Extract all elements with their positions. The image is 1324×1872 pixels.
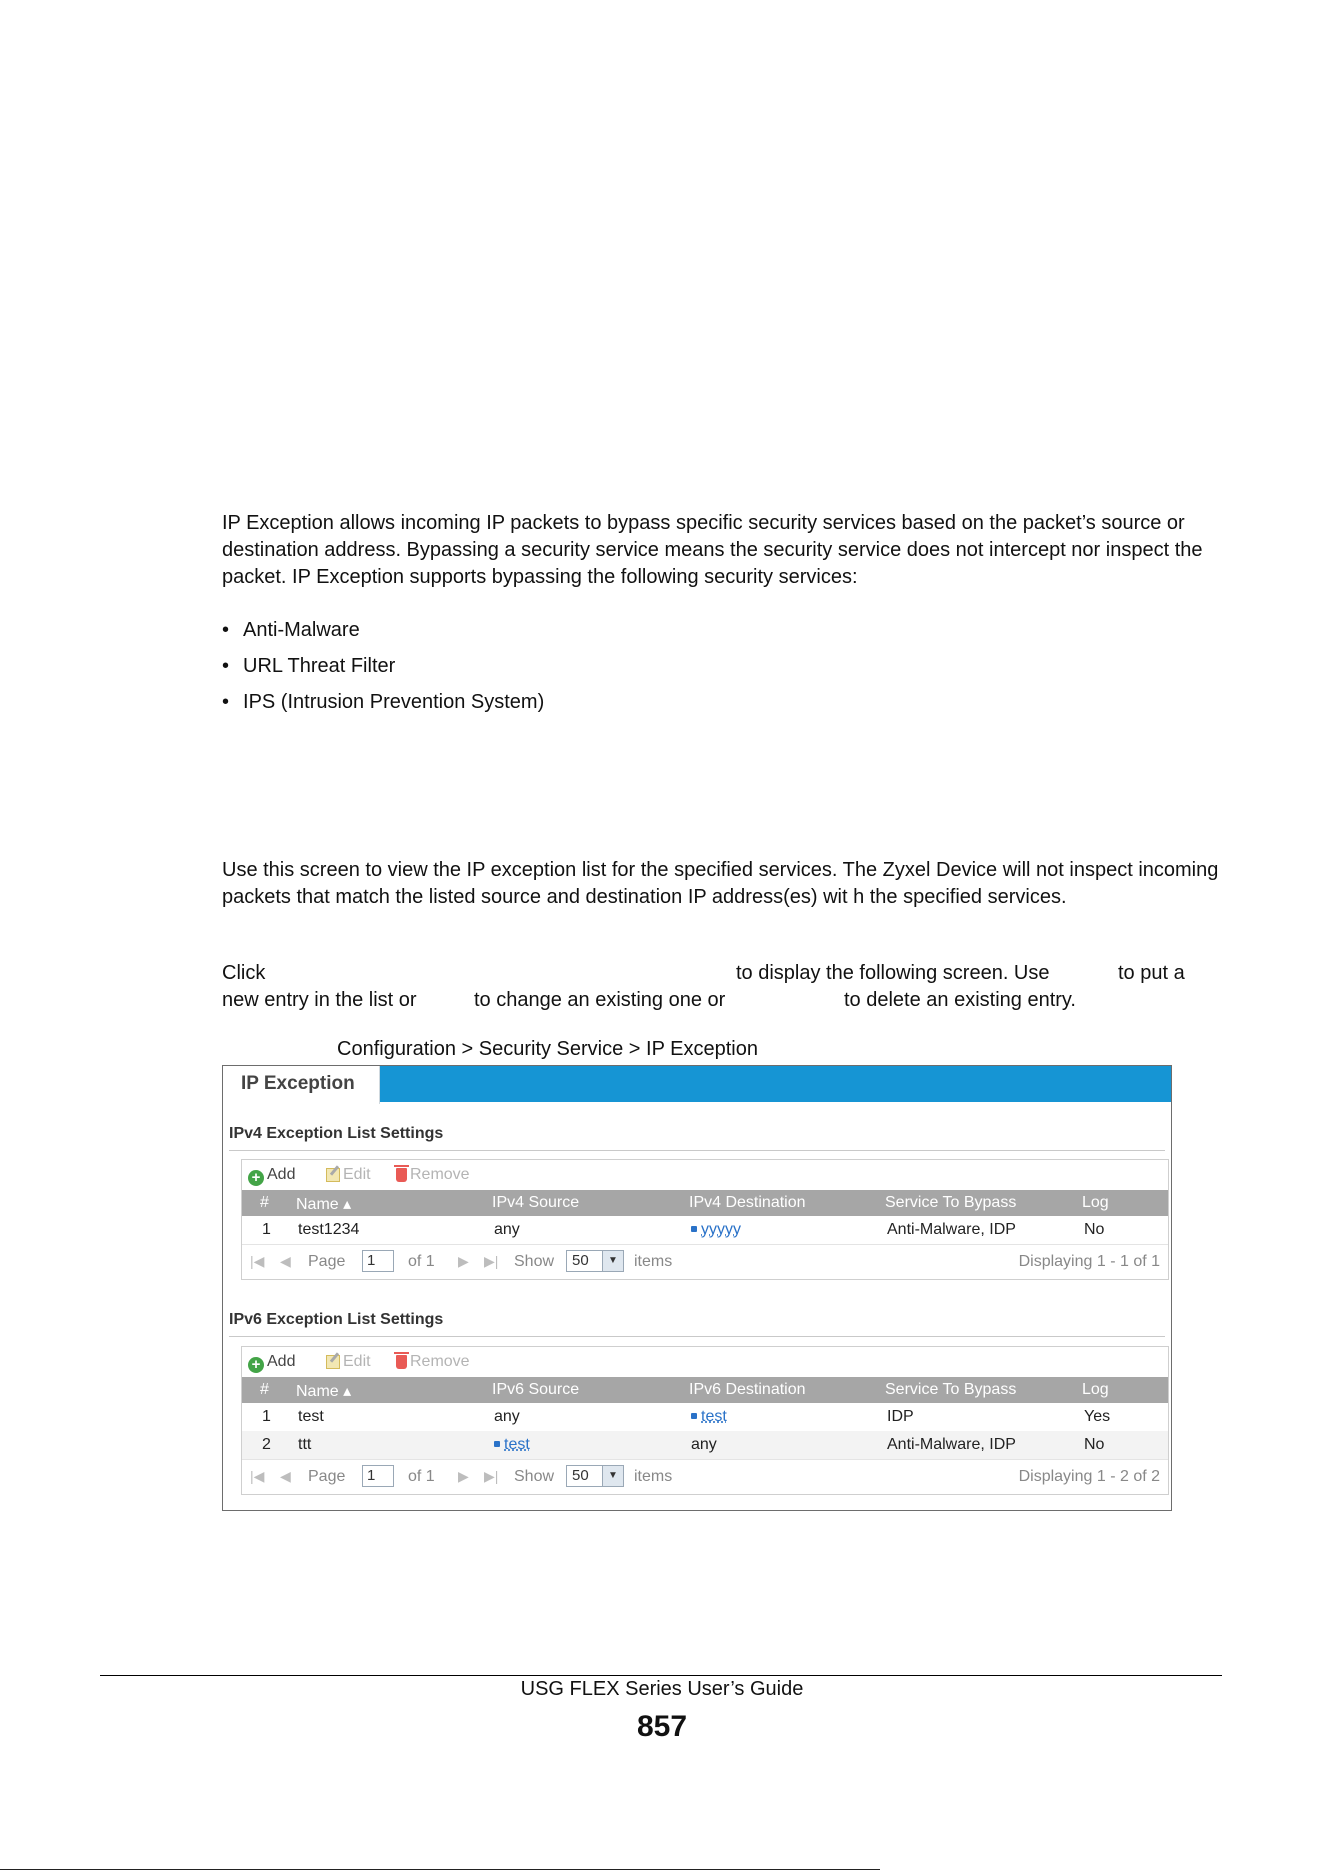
list-item: • Anti-Malware	[222, 612, 544, 648]
cell-log: Yes	[1084, 1408, 1111, 1425]
ipv4-table-header	[242, 1190, 1168, 1216]
click-text: to display the following screen. Use	[736, 962, 1050, 984]
ipv6-section-title: IPv6 Exception List Settings	[229, 1311, 444, 1328]
ipv6-add-button[interactable]	[248, 1353, 295, 1373]
chevron-down-icon: ▼	[602, 1251, 623, 1271]
items-per-page-value: 50	[572, 1467, 589, 1484]
cell-name: test	[298, 1408, 324, 1425]
edit-label: Edit	[343, 1166, 371, 1183]
figure-caption: Configuration > Security Service > IP Exception	[337, 1038, 758, 1060]
ipv4-exception-list	[241, 1159, 1169, 1280]
edit-icon	[326, 1355, 340, 1369]
cell-service: IDP	[887, 1408, 914, 1425]
ipv6-toolbar	[242, 1347, 1168, 1377]
cell-service: Anti-Malware, IDP	[887, 1436, 1016, 1453]
show-label: Show	[514, 1253, 555, 1270]
page-number: 857	[636, 1710, 688, 1743]
cell-index: 1	[262, 1408, 271, 1425]
prev-page-icon[interactable]: ◀	[280, 1253, 291, 1269]
ipv4-toolbar	[242, 1160, 1168, 1190]
cell-log: No	[1084, 1436, 1105, 1453]
page-label: Page	[308, 1468, 346, 1485]
remove-icon	[396, 1168, 407, 1182]
column-header[interactable]: IPv4 Source	[492, 1194, 580, 1211]
ipv6-table-header	[242, 1377, 1168, 1403]
cell-destination: any	[691, 1436, 717, 1453]
column-header[interactable]: #	[260, 1381, 269, 1398]
divider	[229, 1336, 1165, 1337]
click-text: Click	[222, 962, 266, 984]
source-link[interactable]: test	[504, 1436, 530, 1453]
column-header-name[interactable]: Name ▴	[296, 1196, 352, 1213]
ipv4-remove-button[interactable]	[394, 1166, 470, 1184]
next-page-icon[interactable]: ▶	[458, 1253, 469, 1269]
prev-page-icon[interactable]: ◀	[280, 1468, 291, 1484]
items-label: items	[634, 1468, 673, 1485]
screen-description: Use this screen to view the IP exception list for the specified services. The Zyxel Device will not inspect incoming packets that match the listed source and destination IP address(es) wit h the specified services.	[222, 859, 1219, 908]
table-row[interactable]	[242, 1216, 1168, 1244]
cell-source[interactable]	[494, 1436, 530, 1454]
cell-destination[interactable]	[691, 1408, 727, 1426]
cell-destination[interactable]	[691, 1221, 741, 1239]
address-object-icon	[691, 1413, 697, 1419]
edit-label: Edit	[343, 1353, 371, 1370]
column-header[interactable]: #	[260, 1194, 269, 1211]
column-header[interactable]: IPv6 Source	[492, 1381, 580, 1398]
ipv6-edit-button[interactable]	[326, 1353, 371, 1371]
bottom-divider	[0, 1869, 880, 1870]
table-row[interactable]	[242, 1431, 1168, 1459]
column-header[interactable]: Log	[1082, 1381, 1109, 1398]
column-header[interactable]: Service To Bypass	[885, 1194, 1017, 1211]
cell-name: ttt	[298, 1436, 312, 1453]
ipv6-pager	[242, 1459, 1168, 1494]
divider	[229, 1150, 1165, 1151]
ipv4-add-button[interactable]	[248, 1166, 295, 1186]
column-header[interactable]: Service To Bypass	[885, 1381, 1017, 1398]
page-label: Page	[308, 1253, 346, 1270]
column-header[interactable]: IPv6 Destination	[689, 1381, 806, 1398]
cell-index: 2	[262, 1436, 271, 1453]
ip-exception-panel	[222, 1065, 1172, 1511]
first-page-icon[interactable]: |◀	[250, 1253, 265, 1269]
column-header-name[interactable]: Name ▴	[296, 1383, 352, 1400]
add-icon: +	[248, 1170, 264, 1186]
edit-icon	[326, 1168, 340, 1182]
show-label: Show	[514, 1468, 555, 1485]
items-per-page-select[interactable]	[566, 1250, 624, 1272]
add-label: Add	[267, 1353, 296, 1370]
column-header[interactable]: Log	[1082, 1194, 1109, 1211]
click-text: new entry in the list or	[222, 989, 417, 1011]
destination-link[interactable]: yyyyy	[701, 1221, 741, 1238]
displaying-count: Displaying 1 - 2 of 2	[1018, 1468, 1160, 1485]
displaying-count: Displaying 1 - 1 of 1	[1018, 1253, 1160, 1270]
first-page-icon[interactable]: |◀	[250, 1468, 265, 1484]
ipv4-edit-button[interactable]	[326, 1166, 371, 1184]
tab-bar	[223, 1066, 1171, 1102]
list-item: • URL Threat Filter	[222, 648, 544, 684]
click-text: to put a	[1118, 962, 1185, 984]
items-label: items	[634, 1253, 673, 1270]
ipv4-pager	[242, 1244, 1168, 1279]
footer-guide-title: USG FLEX Series User’s Guide	[520, 1678, 804, 1700]
cell-name: test1234	[298, 1221, 360, 1238]
last-page-icon[interactable]: ▶|	[484, 1468, 499, 1484]
page-number-input[interactable]: 1	[362, 1250, 394, 1272]
cell-log: No	[1084, 1221, 1105, 1238]
click-text: to change an existing one or	[474, 989, 726, 1011]
cell-source: any	[494, 1221, 520, 1238]
page-count: of 1	[408, 1253, 435, 1270]
next-page-icon[interactable]: ▶	[458, 1468, 469, 1484]
remove-label: Remove	[410, 1353, 470, 1370]
table-row[interactable]	[242, 1403, 1168, 1431]
add-icon: +	[248, 1357, 264, 1373]
ipv6-exception-list	[241, 1346, 1169, 1495]
ipv4-section-title: IPv4 Exception List Settings	[229, 1125, 444, 1142]
remove-icon	[396, 1355, 407, 1369]
tab-label: IP Exception	[241, 1073, 355, 1094]
last-page-icon[interactable]: ▶|	[484, 1253, 499, 1269]
items-per-page-select[interactable]	[566, 1465, 624, 1487]
bypass-services-list	[222, 612, 544, 720]
list-item: • IPS (Intrusion Prevention System)	[222, 684, 544, 720]
chevron-down-icon: ▼	[602, 1466, 623, 1486]
items-per-page-value: 50	[572, 1252, 589, 1269]
click-text: to delete an existing entry.	[844, 989, 1076, 1011]
cell-service: Anti-Malware, IDP	[887, 1221, 1016, 1238]
page-number-input[interactable]: 1	[362, 1465, 394, 1487]
cell-index: 1	[262, 1221, 271, 1238]
destination-link[interactable]: test	[701, 1408, 727, 1425]
intro-paragraph: IP Exception allows incoming IP packets to bypass specific security services based on the packet’s source or destination address. Bypassing a security service means the security service does not intercept nor inspect the packet. IP Exception supports bypassing the following security services:	[222, 512, 1203, 588]
footer-divider	[100, 1675, 1222, 1676]
remove-label: Remove	[410, 1166, 470, 1183]
address-object-icon	[494, 1441, 500, 1447]
add-label: Add	[267, 1166, 296, 1183]
cell-source: any	[494, 1408, 520, 1425]
column-header[interactable]: IPv4 Destination	[689, 1194, 806, 1211]
address-object-icon	[691, 1226, 697, 1232]
ipv6-remove-button[interactable]	[394, 1353, 470, 1371]
tab-ip-exception[interactable]	[223, 1066, 380, 1104]
page-count: of 1	[408, 1468, 435, 1485]
